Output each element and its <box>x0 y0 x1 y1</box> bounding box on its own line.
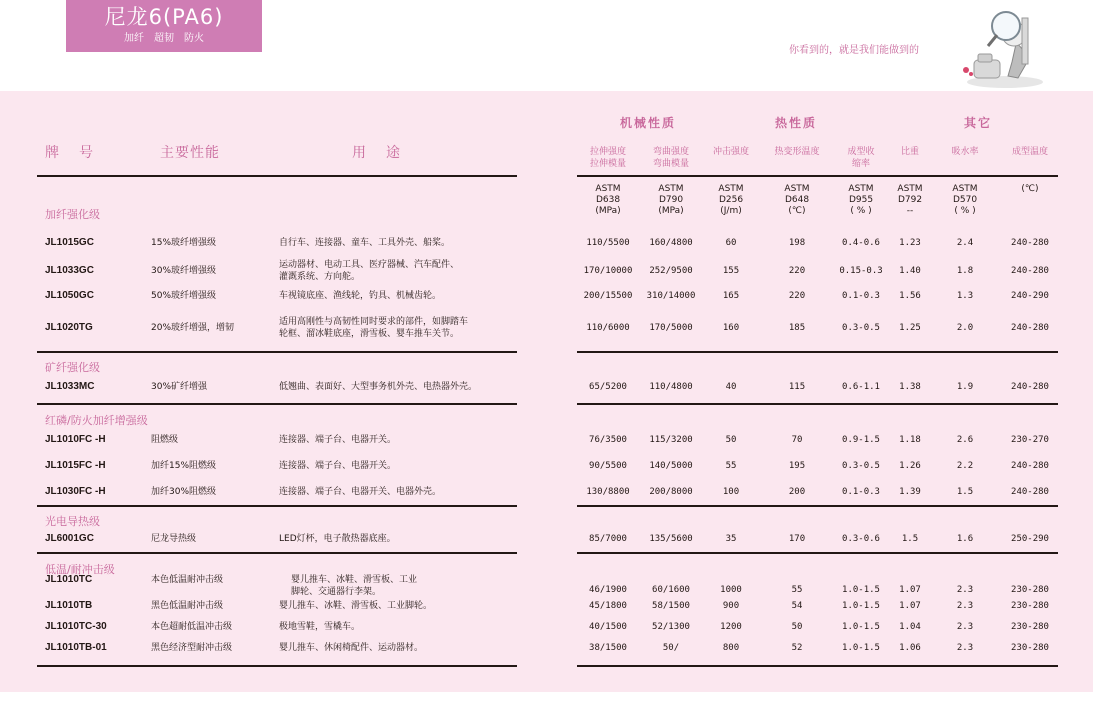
row-water-absorption: 1.3 <box>956 291 974 301</box>
divider <box>577 403 1058 405</box>
row-hdt: 195 <box>788 461 806 471</box>
row-grade: JL1010TB <box>45 600 93 611</box>
title-box <box>66 0 262 52</box>
category-low-temp: 低温/耐冲击级 <box>45 563 115 576</box>
row-impact: 100 <box>722 487 740 497</box>
row-water-absorption: 2.6 <box>956 435 974 445</box>
row-hdt: 220 <box>788 266 806 276</box>
astm-density: ASTM D792 -- <box>897 184 923 216</box>
row-property: 本色低温耐冲击级 <box>151 575 224 585</box>
row-flexural: 200/8000 <box>649 487 693 497</box>
row-density: 1.38 <box>899 382 921 392</box>
row-usage: 连接器、端子台、电器开关。 <box>279 435 397 445</box>
row-shrinkage: 0.6-1.1 <box>842 382 880 392</box>
row-usage: 连接器、端子台、电器开关。 <box>279 461 397 471</box>
row-impact: 900 <box>722 601 740 611</box>
row-impact: 1200 <box>720 622 742 632</box>
row-tensile: 76/3500 <box>589 435 627 445</box>
col-header-impact: 冲击强度 <box>712 147 749 157</box>
col-header-tensile: 拉伸强度 拉伸模量 <box>589 147 626 169</box>
row-impact: 60 <box>725 238 737 248</box>
header-property: 主要性能 <box>160 145 220 161</box>
row-mold-temp: 230-280 <box>1011 643 1049 653</box>
row-tensile: 90/5500 <box>589 461 627 471</box>
row-property: 20%玻纤增强，增韧 <box>151 323 235 333</box>
row-flexural: 52/1300 <box>652 622 690 632</box>
row-hdt: 185 <box>788 323 806 333</box>
category-glass-fiber: 加纤强化级 <box>45 208 100 221</box>
row-mold-temp: 250-290 <box>1011 534 1049 544</box>
row-flexural: 170/5000 <box>649 323 693 333</box>
category-mineral: 矿纤强化级 <box>45 361 100 374</box>
row-flexural: 50/ <box>662 643 680 653</box>
divider <box>37 175 517 177</box>
row-shrinkage: 0.15-0.3 <box>839 266 883 276</box>
row-usage: LED灯杯，电子散热器底座。 <box>279 534 396 544</box>
row-property: 黑色经济型耐冲击级 <box>151 643 233 653</box>
row-property: 50%玻纤增强级 <box>151 291 217 301</box>
category-flame-retardant: 红磷/防火加纤增强级 <box>45 414 148 427</box>
row-tensile: 130/8800 <box>586 487 630 497</box>
col-header-mold-temp: 成型温度 <box>1011 147 1048 157</box>
divider <box>37 505 517 507</box>
row-usage: 婴儿推车、休闲椅配件、运动器材。 <box>279 643 424 653</box>
row-impact: 55 <box>725 461 737 471</box>
row-hdt: 55 <box>791 585 803 595</box>
row-water-absorption: 1.5 <box>956 487 974 497</box>
row-tensile: 45/1800 <box>589 601 627 611</box>
row-water-absorption: 1.6 <box>956 534 974 544</box>
group-mechanical: 机械性质 <box>620 116 677 130</box>
header-usage: 用 途 <box>352 145 403 161</box>
row-usage: 低翘曲、表面好、大型事务机外壳、电热器外壳。 <box>279 382 478 392</box>
row-usage: 自行车、连接器、童车、工具外壳、船桨。 <box>279 238 451 248</box>
row-density: 1.40 <box>899 266 921 276</box>
row-tensile: 85/7000 <box>589 534 627 544</box>
col-header-hdt: 热变形温度 <box>774 147 820 157</box>
row-usage: 运动器材、电动工具、医疗器械、汽车配件、 灌溉系统、方向舵。 <box>279 260 460 282</box>
row-mold-temp: 230-280 <box>1011 622 1049 632</box>
row-impact: 1000 <box>720 585 742 595</box>
astm-water: ASTM D570 ( % ) <box>952 184 978 216</box>
astm-flexural: ASTM D790 (MPa) <box>658 184 684 216</box>
row-density: 1.07 <box>899 601 921 611</box>
row-property: 黑色低温耐冲击级 <box>151 601 224 611</box>
row-mold-temp: 230-270 <box>1011 435 1049 445</box>
row-flexural: 160/4800 <box>649 238 693 248</box>
row-hdt: 115 <box>788 382 806 392</box>
row-flexural: 115/3200 <box>649 435 693 445</box>
row-impact: 800 <box>722 643 740 653</box>
divider <box>37 665 517 667</box>
row-shrinkage: 0.3-0.5 <box>842 461 880 471</box>
divider <box>577 665 1058 667</box>
row-usage: 适用高刚性与高韧性同时要求的部件，如脚踏车 轮框、溜冰鞋底座，滑雪板、婴车推车关节。 <box>279 317 469 339</box>
row-shrinkage: 1.0-1.5 <box>842 601 880 611</box>
row-property: 本色超耐低温冲击级 <box>151 622 233 632</box>
row-density: 1.04 <box>899 622 921 632</box>
row-mold-temp: 240-280 <box>1011 487 1049 497</box>
divider <box>577 505 1058 507</box>
row-tensile: 110/6000 <box>586 323 630 333</box>
row-water-absorption: 1.8 <box>956 266 974 276</box>
row-hdt: 52 <box>791 643 803 653</box>
divider <box>37 351 517 353</box>
row-hdt: 70 <box>791 435 803 445</box>
row-density: 1.25 <box>899 323 921 333</box>
row-property: 加纤30%阻燃级 <box>151 487 217 497</box>
slogan: 你看到的，就是我们能做到的 <box>789 45 919 56</box>
row-water-absorption: 2.3 <box>956 585 974 595</box>
row-shrinkage: 0.1-0.3 <box>842 487 880 497</box>
row-flexural: 140/5000 <box>649 461 693 471</box>
mascot-magnifier-icon <box>960 4 1050 90</box>
row-mold-temp: 240-280 <box>1011 323 1049 333</box>
row-water-absorption: 2.2 <box>956 461 974 471</box>
row-flexural: 135/5600 <box>649 534 693 544</box>
row-shrinkage: 1.0-1.5 <box>842 622 880 632</box>
col-header-density: 比重 <box>900 147 919 157</box>
row-water-absorption: 2.3 <box>956 643 974 653</box>
row-grade: JL1010TC <box>45 574 93 585</box>
row-shrinkage: 0.9-1.5 <box>842 435 880 445</box>
row-water-absorption: 2.0 <box>956 323 974 333</box>
row-grade: JL1010TC-30 <box>45 621 107 632</box>
col-header-shrinkage: 成型收 缩率 <box>847 147 875 169</box>
row-grade: JL1015FC -H <box>45 460 106 471</box>
astm-shrinkage: ASTM D955 ( % ) <box>848 184 874 216</box>
divider <box>37 403 517 405</box>
astm-tensile: ASTM D638 (MPa) <box>595 184 621 216</box>
row-density: 1.23 <box>899 238 921 248</box>
row-hdt: 50 <box>791 622 803 632</box>
row-mold-temp: 240-290 <box>1011 291 1049 301</box>
page-title: 尼龙6(PA6) <box>104 5 224 29</box>
group-other: 其它 <box>964 116 993 130</box>
row-tensile: 65/5200 <box>589 382 627 392</box>
row-water-absorption: 2.3 <box>956 601 974 611</box>
divider <box>577 552 1058 554</box>
category-led: 光电导热级 <box>45 515 100 528</box>
row-impact: 160 <box>722 323 740 333</box>
row-density: 1.07 <box>899 585 921 595</box>
row-hdt: 220 <box>788 291 806 301</box>
row-flexural: 60/1600 <box>652 585 690 595</box>
row-density: 1.56 <box>899 291 921 301</box>
row-grade: JL1050GC <box>45 290 94 301</box>
row-shrinkage: 1.0-1.5 <box>842 643 880 653</box>
divider <box>37 552 517 554</box>
row-impact: 40 <box>725 382 737 392</box>
header-grade: 牌 号 <box>45 145 96 161</box>
row-flexural: 110/4800 <box>649 382 693 392</box>
row-property: 15%玻纤增强级 <box>151 238 217 248</box>
row-tensile: 46/1900 <box>589 585 627 595</box>
row-density: 1.18 <box>899 435 921 445</box>
row-density: 1.5 <box>901 534 919 544</box>
row-grade: JL1015GC <box>45 237 94 248</box>
col-header-flexural: 弯曲强度 弯曲模量 <box>652 147 689 169</box>
page-subtitle: 加纤 超韧 防火 <box>124 33 204 44</box>
row-impact: 35 <box>725 534 737 544</box>
row-hdt: 54 <box>791 601 803 611</box>
divider <box>577 175 1058 177</box>
row-hdt: 200 <box>788 487 806 497</box>
row-shrinkage: 0.4-0.6 <box>842 238 880 248</box>
row-property: 阻燃级 <box>151 435 179 445</box>
col-header-water: 吸水率 <box>951 147 979 157</box>
row-density: 1.26 <box>899 461 921 471</box>
row-hdt: 170 <box>788 534 806 544</box>
row-mold-temp: 240-280 <box>1011 238 1049 248</box>
row-tensile: 170/10000 <box>583 266 633 276</box>
row-shrinkage: 0.3-0.5 <box>842 323 880 333</box>
row-water-absorption: 2.4 <box>956 238 974 248</box>
group-thermal: 热性质 <box>775 116 818 130</box>
row-impact: 165 <box>722 291 740 301</box>
row-usage: 车视镜底座、渔线轮，钓具、机械齿轮。 <box>279 291 442 301</box>
row-grade: JL1010FC -H <box>45 434 106 445</box>
row-shrinkage: 0.3-0.6 <box>842 534 880 544</box>
row-shrinkage: 1.0-1.5 <box>842 585 880 595</box>
row-water-absorption: 1.9 <box>956 382 974 392</box>
row-density: 1.06 <box>899 643 921 653</box>
divider <box>577 351 1058 353</box>
row-flexural: 58/1500 <box>652 601 690 611</box>
row-property: 30%玻纤增强级 <box>151 266 217 276</box>
astm-hdt: ASTM D648 (℃) <box>784 184 810 216</box>
row-mold-temp: 240-280 <box>1011 266 1049 276</box>
row-grade: JL1033MC <box>45 381 95 392</box>
row-impact: 50 <box>725 435 737 445</box>
row-usage: 极地雪鞋，雪橇车。 <box>279 622 361 632</box>
row-shrinkage: 0.1-0.3 <box>842 291 880 301</box>
row-usage: 连接器、端子台、电器开关、电器外壳。 <box>279 487 442 497</box>
astm-mold-temp: (℃) <box>1021 184 1039 194</box>
row-impact: 155 <box>722 266 740 276</box>
row-density: 1.39 <box>899 487 921 497</box>
row-property: 加纤15%阻燃级 <box>151 461 217 471</box>
row-hdt: 198 <box>788 238 806 248</box>
row-tensile: 38/1500 <box>589 643 627 653</box>
row-tensile: 40/1500 <box>589 622 627 632</box>
row-property: 尼龙导热级 <box>151 534 197 544</box>
row-grade: JL1030FC -H <box>45 486 106 497</box>
row-usage: 婴儿推车、冰鞋、滑雪板、工业脚轮。 <box>279 601 433 611</box>
row-water-absorption: 2.3 <box>956 622 974 632</box>
row-grade: JL6001GC <box>45 533 94 544</box>
row-usage: 婴儿推车、冰鞋、滑雪板、工业 脚轮、交通器行李架。 <box>291 575 418 597</box>
astm-impact: ASTM D256 (J/m) <box>718 184 744 216</box>
row-flexural: 252/9500 <box>649 266 693 276</box>
row-flexural: 310/14000 <box>646 291 696 301</box>
row-mold-temp: 230-280 <box>1011 585 1049 595</box>
row-grade: JL1010TB-01 <box>45 642 107 653</box>
row-grade: JL1020TG <box>45 322 93 333</box>
row-mold-temp: 230-280 <box>1011 601 1049 611</box>
row-mold-temp: 240-280 <box>1011 382 1049 392</box>
row-mold-temp: 240-280 <box>1011 461 1049 471</box>
row-grade: JL1033GC <box>45 265 94 276</box>
row-tensile: 110/5500 <box>586 238 630 248</box>
row-property: 30%矿纤增强 <box>151 382 208 392</box>
row-tensile: 200/15500 <box>583 291 633 301</box>
